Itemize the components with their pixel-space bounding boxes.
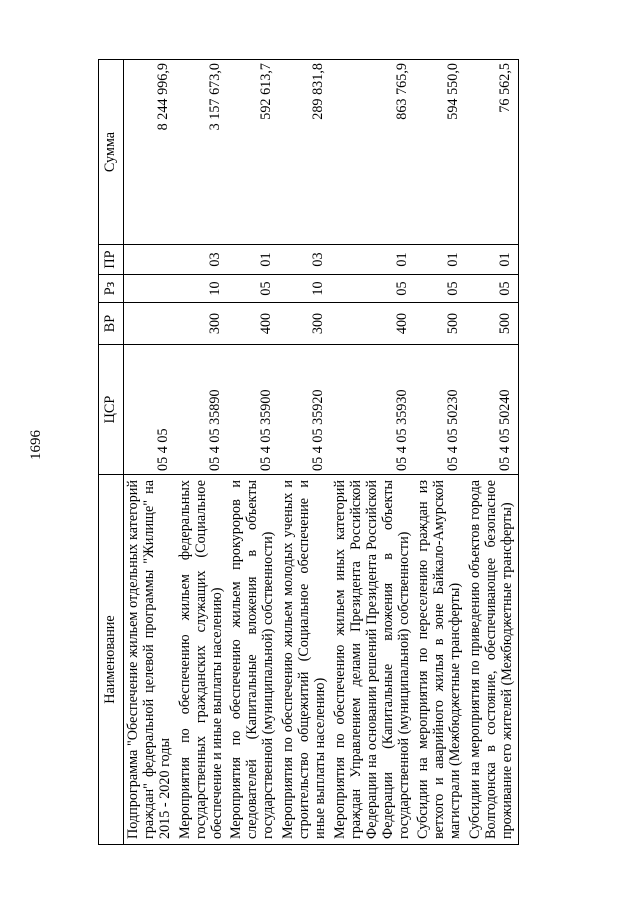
row-pr: 01 — [414, 245, 466, 275]
row-sum: 863 765,9 — [331, 60, 415, 245]
row-pr: 03 — [279, 245, 331, 275]
row-name: Субсидии на мероприятия по переселению граждан из ветхого и аварийного жилья в зоне Байкало-Амурской магистрали (Межбюджетные трансферты) — [414, 475, 466, 845]
row-csr: 05 4 05 35890 — [176, 345, 228, 475]
row-pr: 01 — [466, 245, 518, 275]
header-csr: ЦСР — [99, 345, 124, 475]
table-header-row — [99, 60, 124, 845]
row-csr: 05 4 05 — [124, 345, 176, 475]
rotated-table-container — [98, 60, 598, 845]
budget-table — [98, 59, 519, 845]
row-pr: 01 — [227, 245, 279, 275]
row-name: Мероприятия по обеспечению жильем иных категорий граждан Управлением делами Президента Российской Федерации на основании решений Президента Российской Федерации (Капитальные вложения в объекты государственной (муниципальной) собственности) — [331, 475, 415, 845]
row-vr: 500 — [466, 303, 518, 345]
header-sum: Сумма — [99, 60, 124, 245]
row-rz: 05 — [331, 275, 415, 303]
row-sum: 76 562,5 — [466, 60, 518, 245]
row-name: Мероприятия по обеспечению жильем федеральных государственных гражданских служащих (Социальное обеспечение и иные выплаты населению) — [176, 475, 228, 845]
row-vr: 500 — [414, 303, 466, 345]
row-sum: 594 550,0 — [414, 60, 466, 245]
row-name: Мероприятия по обеспечению жильем молодых ученых и строительство общежитий (Социальное обеспечение и иные выплаты населению) — [279, 475, 331, 845]
row-vr: 400 — [331, 303, 415, 345]
row-vr: 300 — [176, 303, 228, 345]
header-name: Наименование — [99, 475, 124, 845]
row-rz: 05 — [227, 275, 279, 303]
row-name: Субсидии на мероприятия по приведению объектов города Волгодонска в состояние, обеспечивающее безопасное проживание его жителей (Межбюджетные трансферты) — [466, 475, 518, 845]
row-sum: 8 244 996,9 — [124, 60, 176, 245]
row-pr — [124, 245, 176, 275]
table-row — [331, 60, 415, 845]
row-rz: 05 — [414, 275, 466, 303]
page-number: 1696 — [28, 430, 44, 460]
row-vr — [124, 303, 176, 345]
row-name: Подпрограмма "Обеспечение жильем отдельных категорий граждан" федеральной целевой программы "Жилище" на 2015 - 2020 годы — [124, 475, 176, 845]
row-rz: 05 — [466, 275, 518, 303]
row-rz — [124, 275, 176, 303]
row-csr: 05 4 05 50240 — [466, 345, 518, 475]
row-csr: 05 4 05 35930 — [331, 345, 415, 475]
row-sum: 3 157 673,0 — [176, 60, 228, 245]
row-sum: 592 613,7 — [227, 60, 279, 245]
header-vr: ВР — [99, 303, 124, 345]
row-pr: 03 — [176, 245, 228, 275]
row-csr: 05 4 05 35920 — [279, 345, 331, 475]
header-pr: ПР — [99, 245, 124, 275]
table-row — [124, 60, 176, 845]
row-csr: 05 4 05 50230 — [414, 345, 466, 475]
header-rz: Рз — [99, 275, 124, 303]
row-rz: 10 — [176, 275, 228, 303]
row-vr: 300 — [279, 303, 331, 345]
table-row — [279, 60, 331, 845]
row-pr: 01 — [331, 245, 415, 275]
row-rz: 10 — [279, 275, 331, 303]
row-name: Мероприятия по обеспечению жильем прокуроров и следователей (Капитальные вложения в объекты государственной (муниципальной) собственности) — [227, 475, 279, 845]
row-vr: 400 — [227, 303, 279, 345]
row-sum: 289 831,8 — [279, 60, 331, 245]
table-row — [176, 60, 228, 845]
table-row — [414, 60, 466, 845]
table-row — [466, 60, 518, 845]
table-row — [227, 60, 279, 845]
row-csr: 05 4 05 35900 — [227, 345, 279, 475]
